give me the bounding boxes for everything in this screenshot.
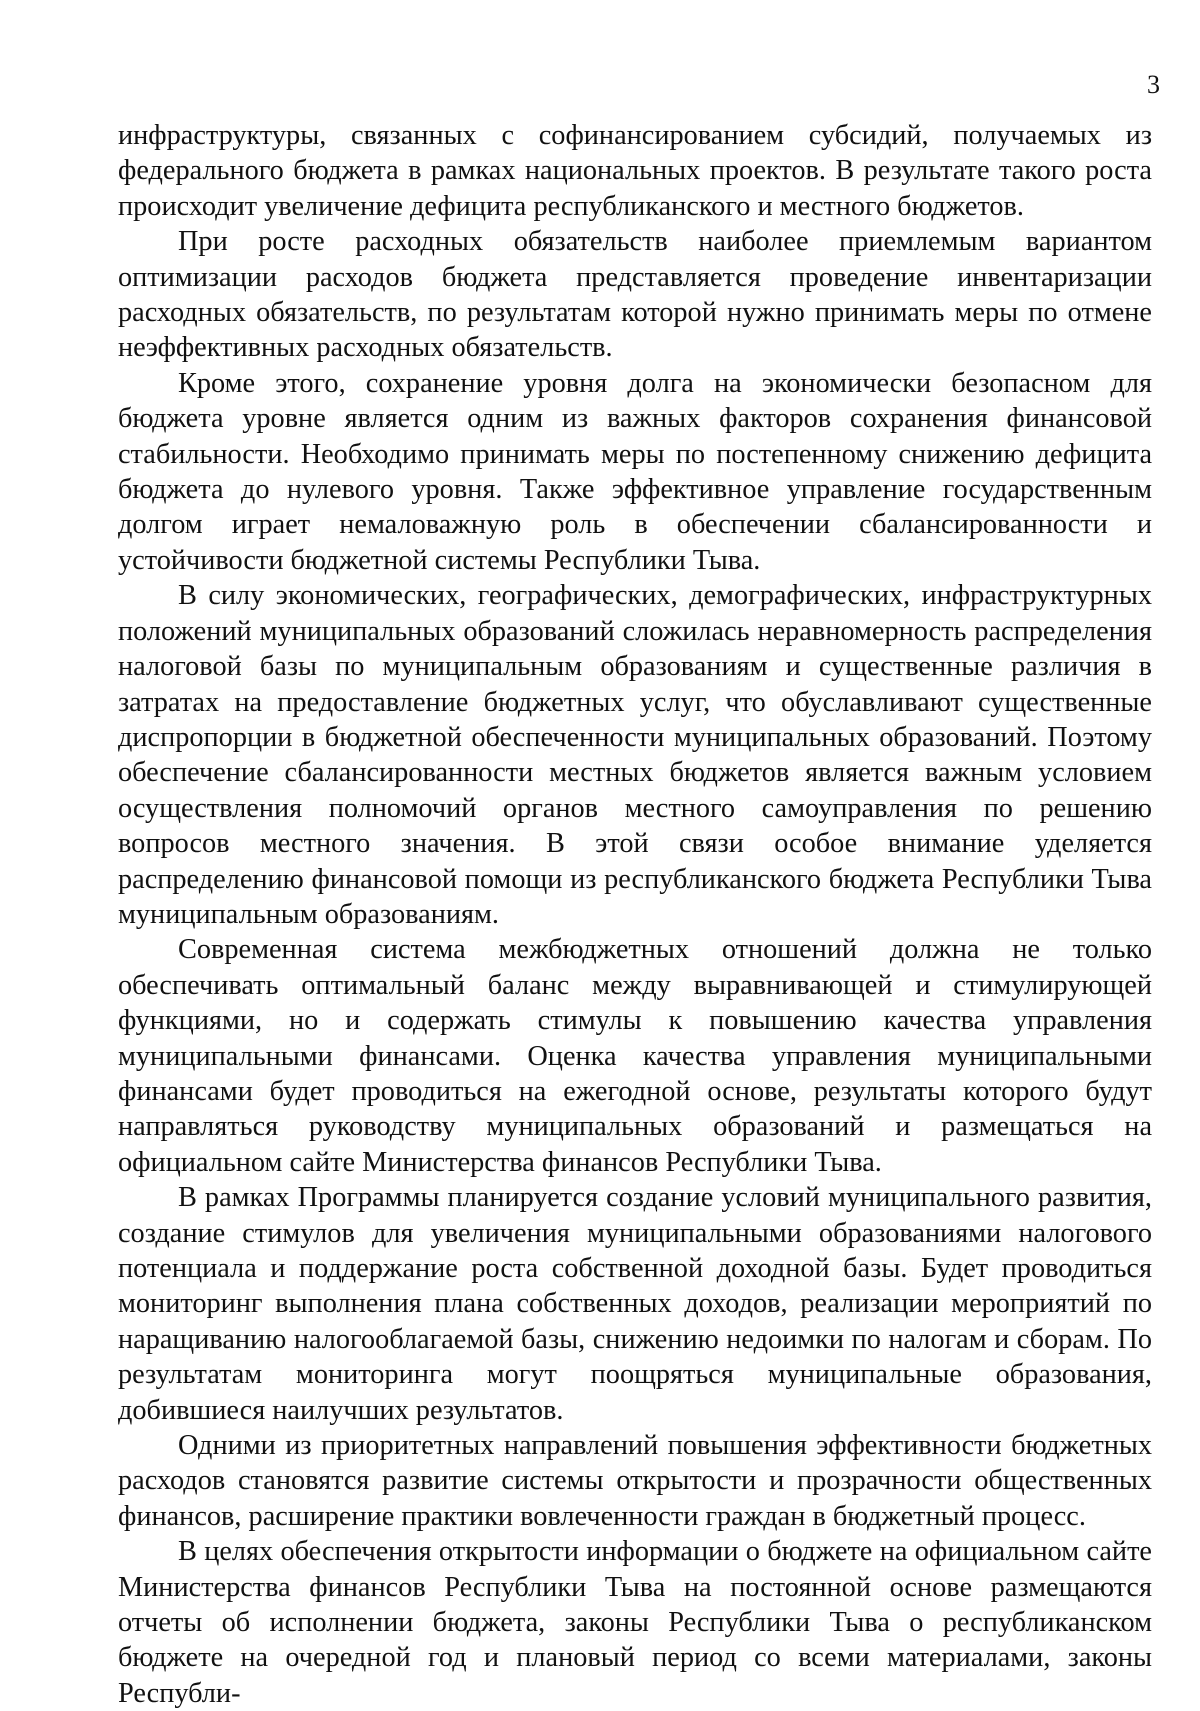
paragraph-interbudgetary-relations: Современная система межбюджетных отношений должна не только обеспечивать оптимальный баланс между выравнивающей и стимулирующей функциями, но и содержать стимулы к повышению качества управления муниципальными финансами. Оценка качества управления муниципальными финансами будет проводиться на ежегодной основе, результаты которого будут направляться руководству муниципальных образований и размещаться на официальном сайте Министерства финансов Республики Тыва. <box>118 934 1152 1178</box>
paragraph-continuation: инфраструктуры, связанных с софинансированием субсидий, получаемых из федерального бюджета в рамках национальных проектов. В результате такого роста происходит увеличение дефицита республиканского и местного бюджетов. <box>118 120 1152 222</box>
paragraph-priority-directions: Одними из приоритетных направлений повышения эффективности бюджетных расходов становятся развитие системы открытости и прозрачности общественных финансов, расширение практики вовлеченности граждан в бюджетный процесс. <box>118 1430 1152 1532</box>
paragraph-openness: В целях обеспечения открытости информации о бюджете на официальном сайте Министерства финансов Республики Тыва на постоянной основе размещаются отчеты об исполнении бюджета, законы Республики Тыва о республиканском бюджете на очередной год и плановый период со всеми материалами, законы Республи- <box>118 1536 1152 1709</box>
paragraph-expenditure-inventory: При росте расходных обязательств наиболее приемлемым вариантом оптимизации расходов бюджета представляется проведение инвентаризации расходных обязательств, по результатам которой нужно принимать меры по отмене неэффективных расходных обязательств. <box>118 226 1152 364</box>
paragraph-debt-level: Кроме этого, сохранение уровня долга на экономически безопасном для бюджета уровне является одним из важных факторов сохранения финансовой стабильности. Необходимо принимать меры по постепенному снижению дефицита бюджета до нулевого уровня. Также эффективное управление государственным долгом играет немаловажную роль в обеспечении сбалансированности и устойчивости бюджетной системы Республики Тыва. <box>118 367 1152 576</box>
page-number: 3 <box>1147 70 1160 99</box>
paragraph-program-development: В рамках Программы планируется создание условий муниципального развития, создание стимулов для увеличения муниципальными образованиями налогового потенциала и поддержание роста собственной доходной базы. Будет проводиться мониторинг выполнения плана собственных доходов, реализации мероприятий по наращиванию налогооблагаемой базы, снижению недоимки по налогам и сборам. По результатам мониторинга могут поощряться муниципальные образования, добившиеся наилучших результатов. <box>118 1182 1152 1426</box>
paragraph-municipal-disparities: В силу экономических, географических, демографических, инфраструктурных положений муниципальных образований сложилась неравномерность распределения налоговой базы по муниципальным образованиям и существенные различия в затратах на предоставление бюджетных услуг, что обуславливают существенные диспропорции в бюджетной обеспеченности муниципальных образований. Поэтому обеспечение сбалансированности местных бюджетов является важным условием осуществления полномочий органов местного самоуправления по решению вопросов местного значения. В этой связи особое внимание уделяется распределению финансовой помощи из республиканского бюджета Республики Тыва муниципальным образованиям. <box>118 580 1152 930</box>
document-body <box>118 118 1152 1711</box>
